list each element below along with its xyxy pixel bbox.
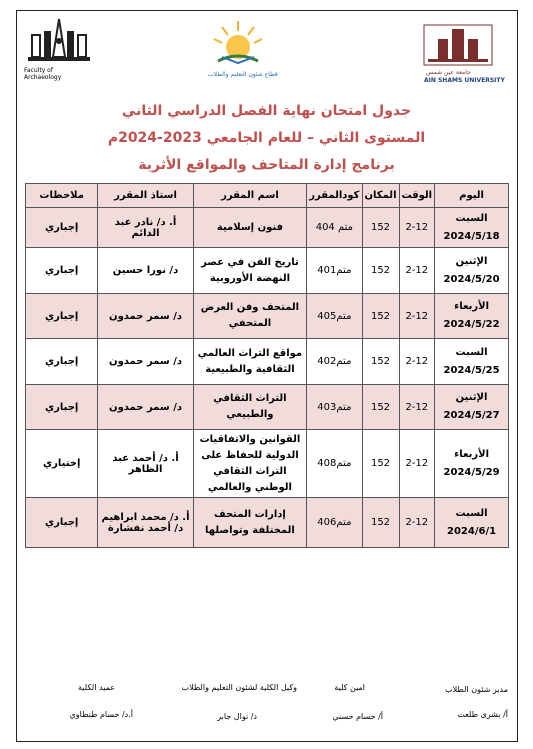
- day-cell: الأربعاء 2024/5/29: [435, 430, 509, 498]
- notes-cell: إجباري: [26, 208, 98, 248]
- table-row: [26, 339, 509, 385]
- place-cell: 152: [362, 498, 399, 548]
- place-cell: 152: [362, 385, 399, 430]
- university-logo-caption-en: AIN SHAMS UNIVERSITY: [424, 77, 505, 84]
- header-code: كودالمقرر: [307, 184, 362, 208]
- header-time: الوقت: [399, 184, 435, 208]
- university-logo-caption-ar: جامعة عين شمس: [426, 69, 471, 76]
- header-day: اليوم: [435, 184, 509, 208]
- notes-cell: إختياري: [26, 430, 98, 498]
- faculty-logo-caption: Faculty of Archaeology: [24, 67, 62, 81]
- place-cell: 152: [362, 208, 399, 248]
- notes-cell: إجباري: [26, 385, 98, 430]
- place-cell: 152: [362, 294, 399, 339]
- signature-name-faculty-secretary: أ/ حسام حسني: [332, 712, 383, 721]
- notes-cell: إجباري: [26, 248, 98, 294]
- notes-cell: إجباري: [26, 294, 98, 339]
- exam-schedule-table: [25, 183, 509, 548]
- professor-cell: د/ سمر حمدون: [98, 385, 193, 430]
- code-cell: متم402: [307, 339, 362, 385]
- course-cell: مواقع التراث العالمي الثقافية والطبيعية: [193, 339, 307, 385]
- header-place: المكان: [362, 184, 399, 208]
- place-cell: 152: [362, 430, 399, 498]
- time-cell: 2-12: [399, 208, 435, 248]
- program-title: برنامج إدارة المتاحف والمواقع الأثرية: [138, 157, 395, 173]
- header-professor: استاذ المقرر: [98, 184, 193, 208]
- faculty-logo: [24, 17, 94, 81]
- course-cell: تاريخ الفن في عصر النهضة الأوروبية: [193, 248, 307, 294]
- day-cell: الأربعاء 2024/5/22: [435, 294, 509, 339]
- code-cell: متم405: [307, 294, 362, 339]
- signature-name-dean: أ.د/ حسام طنطاوي: [69, 710, 133, 719]
- code-cell: متم403: [307, 385, 362, 430]
- table-row: [26, 385, 509, 430]
- university-logo: [418, 17, 505, 84]
- code-cell: متم406: [307, 498, 362, 548]
- notes-cell: إجباري: [26, 339, 98, 385]
- time-cell: 2-12: [399, 430, 435, 498]
- time-cell: 2-12: [399, 385, 435, 430]
- header-course: اسم المقرر: [193, 184, 307, 208]
- professor-cell: د/ نورا حسين: [98, 248, 193, 294]
- student-affairs-caption: قطاع شئون التعليم والطلاب: [208, 71, 278, 78]
- time-cell: 2-12: [399, 248, 435, 294]
- day-cell: الإثنين 2024/5/20: [435, 248, 509, 294]
- table-row: [26, 498, 509, 548]
- course-cell: إدارات المتحف المختلفة وتواصلها: [193, 498, 307, 548]
- day-cell: السبت 2024/6/1: [435, 498, 509, 548]
- professor-cell: أ. د/ أحمد عبد الظاهر: [98, 430, 193, 498]
- course-cell: القوانين والاتفاقيات الدولية للحفاظ على التراث الثقافي الوطني والعالمي: [193, 430, 307, 498]
- notes-cell: إجباري: [26, 498, 98, 548]
- time-cell: 2-12: [399, 498, 435, 548]
- signature-title-faculty-secretary: امين كلية: [334, 683, 365, 692]
- signature-title-dean: عميد الكلية: [78, 683, 115, 692]
- time-cell: 2-12: [399, 294, 435, 339]
- code-cell: متم 404: [307, 208, 362, 248]
- time-cell: 2-12: [399, 339, 435, 385]
- table-row: [26, 208, 509, 248]
- table-row: [26, 294, 509, 339]
- code-cell: متم408: [307, 430, 362, 498]
- table-header-row: [26, 184, 509, 208]
- place-cell: 152: [362, 248, 399, 294]
- table-row: [26, 248, 509, 294]
- day-cell: السبت 2024/5/25: [435, 339, 509, 385]
- course-cell: فنون إسلامية: [193, 208, 307, 248]
- professor-cell: أ. د/ محمد ابراهيم د/ أحمد نفشارة: [98, 498, 193, 548]
- student-affairs-logo: [208, 17, 278, 83]
- signature-title-vice-dean: وكيل الكلية لشئون التعليم والطلاب: [181, 683, 297, 692]
- signature-title-student-affairs: مدير شئون الطلاب: [445, 685, 508, 694]
- day-cell: الإثنين 2024/5/27: [435, 385, 509, 430]
- signature-name-student-affairs: أ/ بشرى طلعت: [457, 710, 508, 719]
- course-cell: التراث الثقافي والطبيعي: [193, 385, 307, 430]
- professor-cell: أ. د/ نادر عبد الدائم: [98, 208, 193, 248]
- signature-name-vice-dean: د/ نوال جابر: [217, 712, 257, 721]
- level-year-title: المستوى الثاني – للعام الجامعي 2023-2024م: [107, 130, 426, 146]
- header-notes: ملاحظات: [26, 184, 98, 208]
- code-cell: متم401: [307, 248, 362, 294]
- course-cell: المتحف وفن العرض المتحفي: [193, 294, 307, 339]
- table-row: [26, 430, 509, 498]
- exam-schedule-title: جدول امتحان نهاية الفصل الدراسي الثاني: [121, 103, 412, 119]
- place-cell: 152: [362, 339, 399, 385]
- professor-cell: د/ سمر حمدون: [98, 294, 193, 339]
- day-cell: السبت 2024/5/18: [435, 208, 509, 248]
- professor-cell: د/ سمر حمدون: [98, 339, 193, 385]
